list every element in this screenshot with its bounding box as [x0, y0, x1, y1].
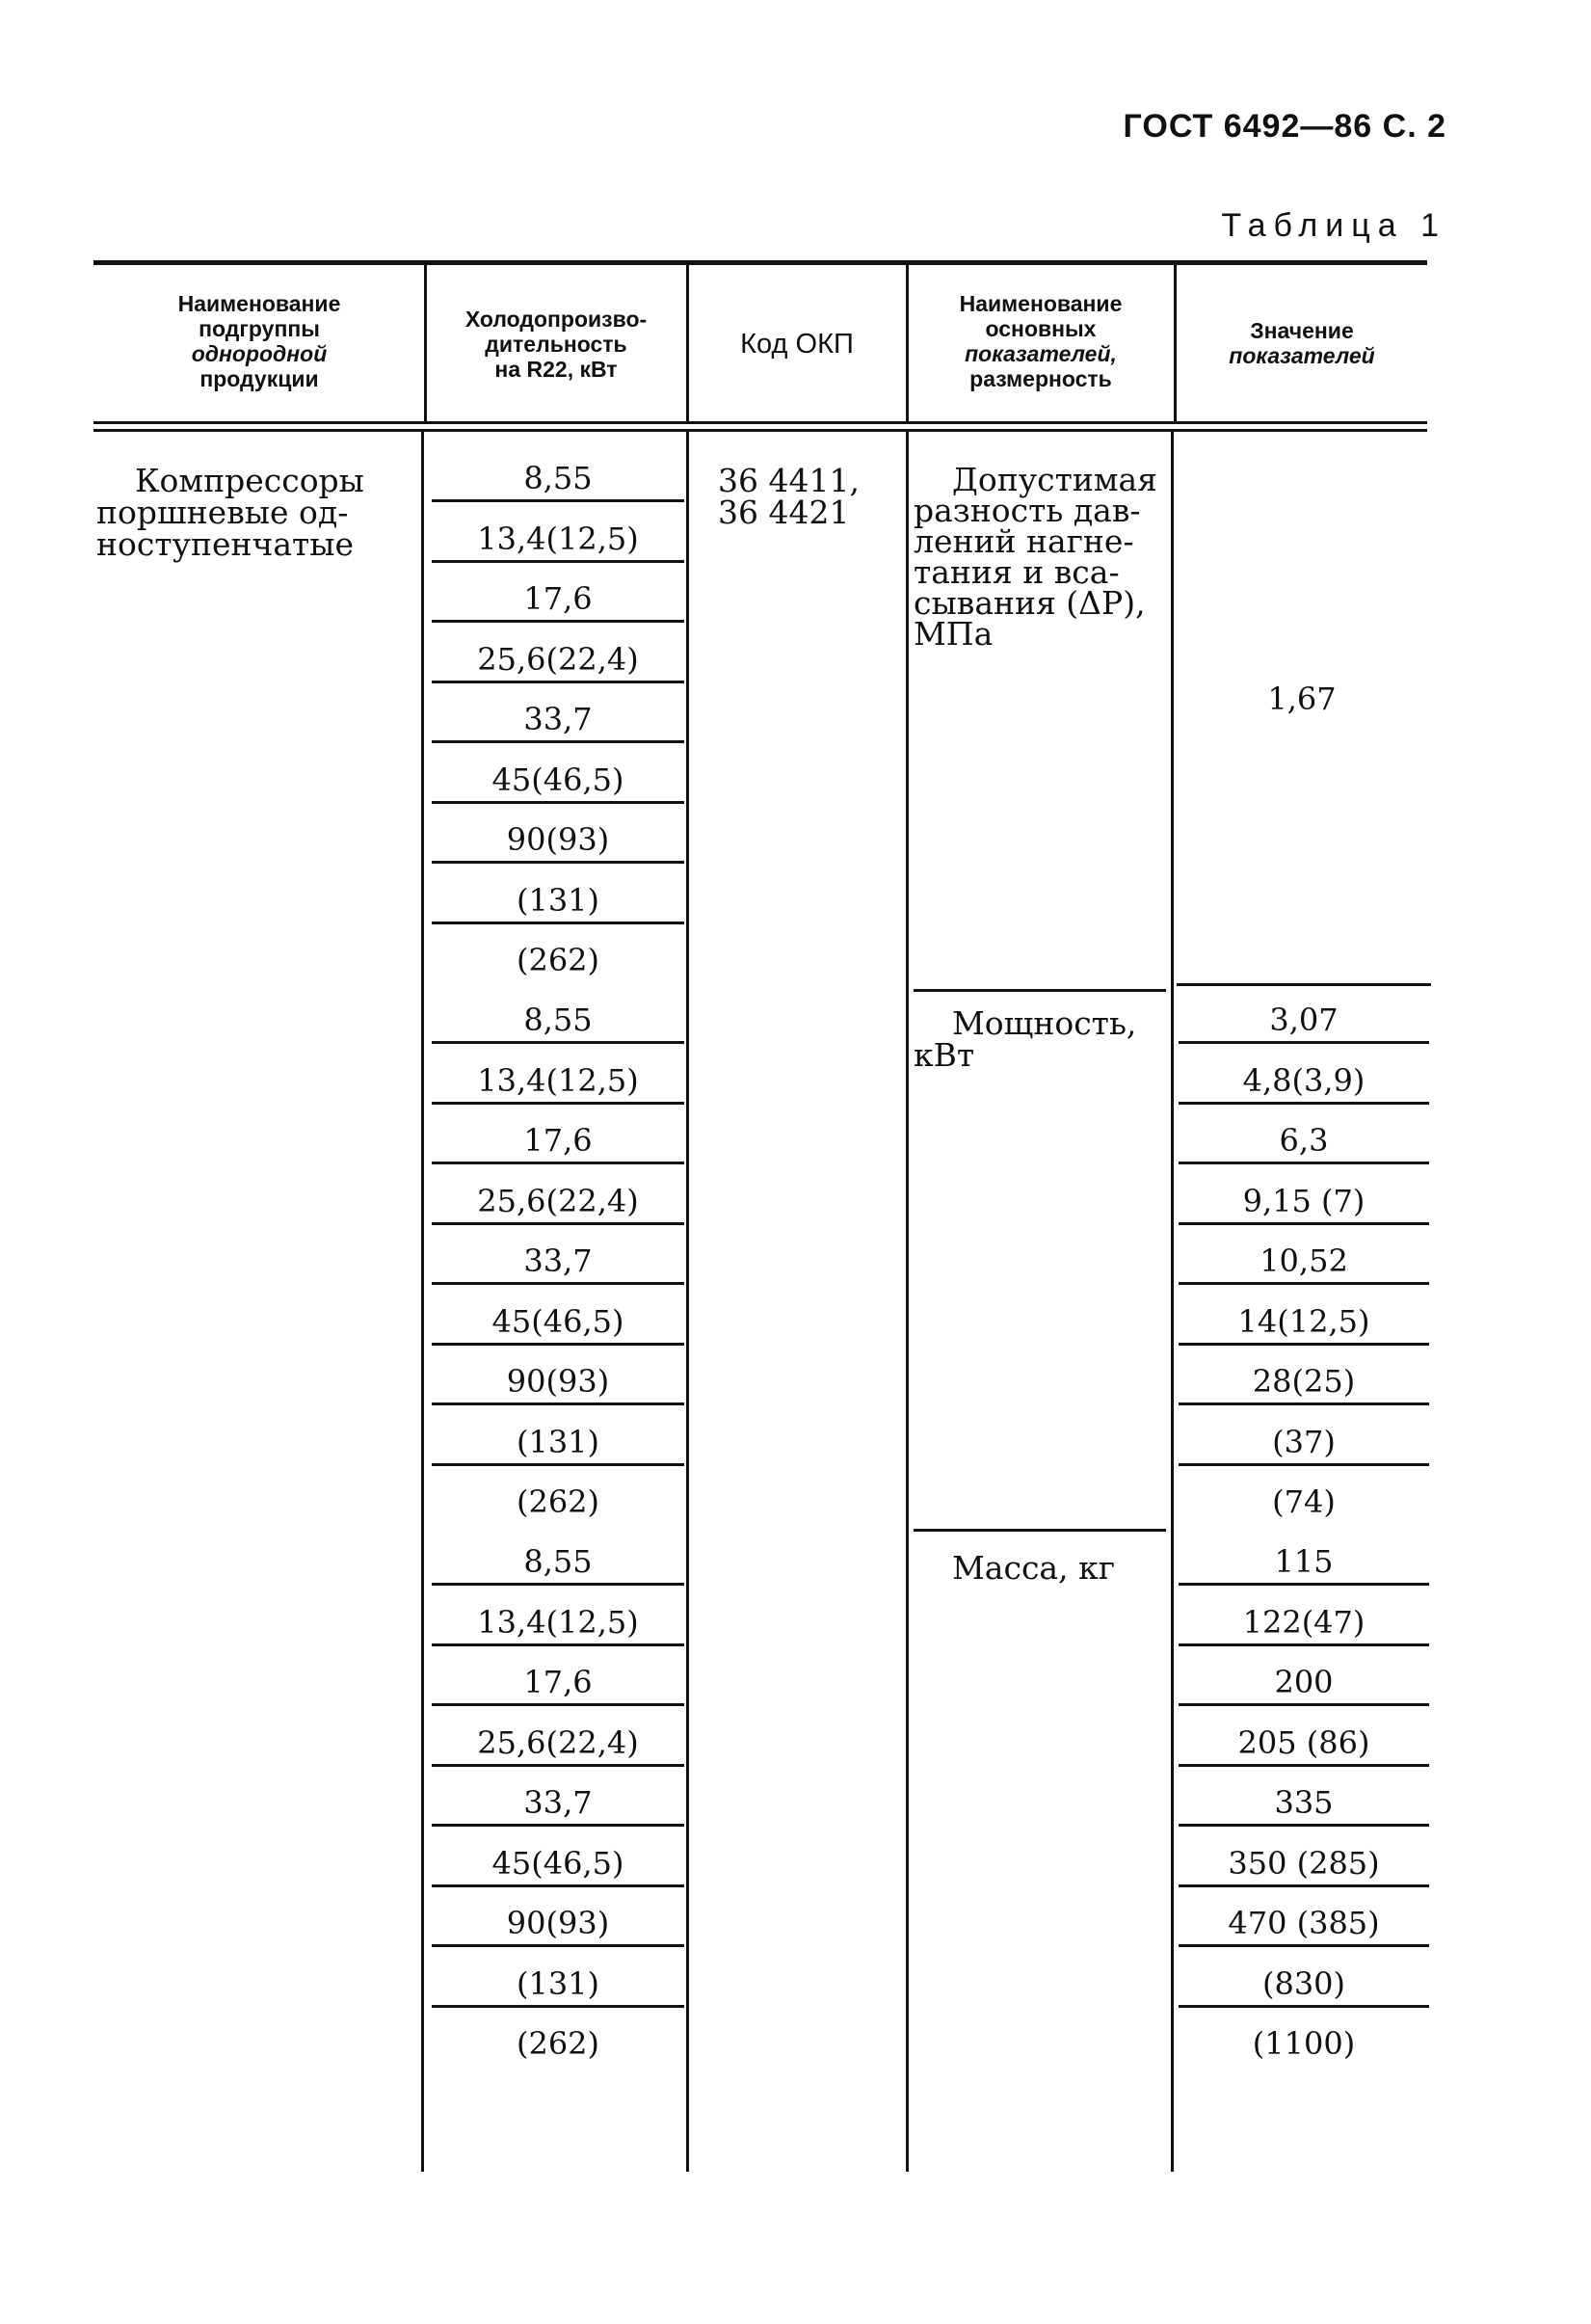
indicator-value-cell: (74) — [1272, 1483, 1336, 1520]
table-top-rule — [93, 260, 1427, 265]
header-rule-2 — [93, 429, 1427, 432]
capacity-cell: 13,4(12,5) — [432, 1059, 684, 1105]
capacity-cell: 33,7 — [432, 698, 684, 743]
indicator-value-cell: 14(12,5) — [1179, 1300, 1429, 1346]
header-capacity: Холодопроизво- дительность на R22, кВт — [464, 307, 648, 382]
header-subgroup: Наименование подгруппы однородной продукции — [177, 291, 341, 391]
indicator-value-cell: (830) — [1179, 1963, 1429, 2008]
header-indicator-name: Наименование основных показателей, размерность — [959, 291, 1123, 391]
indicator-value-pressure: 1,67 — [1267, 681, 1337, 717]
subgroup-name — [96, 462, 414, 563]
okp-code: 36 4421 — [718, 494, 850, 531]
capacity-cell: 17,6 — [432, 1119, 684, 1164]
indicator-separator — [1177, 983, 1431, 986]
capacity-cell: 8,55 — [432, 999, 684, 1044]
indicator-value-cell: 28(25) — [1179, 1360, 1429, 1405]
header-okp-code: Код ОКП — [740, 329, 854, 360]
capacity-cell: 90(93) — [432, 1360, 684, 1405]
indicator-value-cell: 335 — [1179, 1781, 1429, 1827]
capacity-cell: 45(46,5) — [432, 759, 684, 804]
indicator-value-cell: 205 (86) — [1179, 1722, 1429, 1767]
indicator-name-pressure: Допустимая разность дав- лений нагне- тания и вса- сывания (ΔP), МПа — [914, 461, 1158, 653]
indicator-value-cell: 115 — [1179, 1540, 1429, 1586]
indicator-separator — [914, 1529, 1166, 1532]
capacity-cell: 90(93) — [432, 1902, 684, 1947]
indicator-value-cell: 3,07 — [1179, 999, 1429, 1044]
capacity-cell: 33,7 — [432, 1781, 684, 1827]
capacity-cell: (262) — [516, 1483, 600, 1520]
capacity-cell: 25,6(22,4) — [432, 1722, 684, 1767]
indicator-separator — [914, 989, 1166, 992]
capacity-cell: (262) — [516, 942, 600, 978]
indicator-name-mass: Масса, кг — [952, 1549, 1115, 1587]
capacity-cell: (131) — [432, 1963, 684, 2008]
capacity-cell: (131) — [432, 879, 684, 924]
capacity-cell: (262) — [516, 2025, 600, 2062]
column-divider — [1171, 432, 1174, 2172]
capacity-cell: 17,6 — [432, 1661, 684, 1706]
capacity-cell: 13,4(12,5) — [432, 518, 684, 563]
column-divider — [686, 432, 689, 2172]
indicator-value-cell: 200 — [1179, 1661, 1429, 1706]
capacity-cell: 45(46,5) — [432, 1842, 684, 1887]
indicator-name-power: Мощность, кВт — [914, 1004, 1137, 1074]
indicator-value-cell: 470 (385) — [1179, 1902, 1429, 1947]
capacity-cell: 90(93) — [432, 818, 684, 864]
okp-codes — [718, 462, 901, 531]
capacity-cell: (131) — [432, 1421, 684, 1466]
indicator-value-cell: 6,3 — [1179, 1119, 1429, 1164]
column-divider — [906, 432, 909, 2172]
header-indicator-value: Значение показателей — [1229, 318, 1375, 368]
indicator-value-cell: 350 (285) — [1179, 1842, 1429, 1887]
indicator-value-cell: (1100) — [1252, 2025, 1356, 2062]
capacity-cell: 25,6(22,4) — [432, 1180, 684, 1225]
indicator-value-cell: 10,52 — [1179, 1240, 1429, 1285]
capacity-cell: 45(46,5) — [432, 1300, 684, 1346]
okp-code: 36 4411, — [718, 462, 860, 499]
indicator-value-cell: 4,8(3,9) — [1179, 1059, 1429, 1105]
indicator-value-cell: (37) — [1179, 1421, 1429, 1466]
subgroup-line: поршневые од- — [96, 494, 349, 531]
subgroup-line: ноступенчатые — [96, 525, 355, 563]
capacity-cell: 13,4(12,5) — [432, 1601, 684, 1646]
page-header: ГОСТ 6492—86 С. 2 — [1123, 108, 1446, 145]
indicator-value-cell: 122(47) — [1179, 1601, 1429, 1646]
capacity-cell: 25,6(22,4) — [432, 638, 684, 683]
table-label: Таблица 1 — [1221, 207, 1446, 244]
column-divider — [421, 432, 424, 2172]
capacity-cell: 8,55 — [432, 457, 684, 502]
capacity-cell: 33,7 — [432, 1240, 684, 1285]
subgroup-line: Компрессоры — [135, 462, 364, 499]
capacity-cell: 17,6 — [432, 577, 684, 623]
capacity-cell: 8,55 — [432, 1540, 684, 1586]
header-rule-1 — [93, 421, 1427, 424]
indicator-value-cell: 9,15 (7) — [1179, 1180, 1429, 1225]
